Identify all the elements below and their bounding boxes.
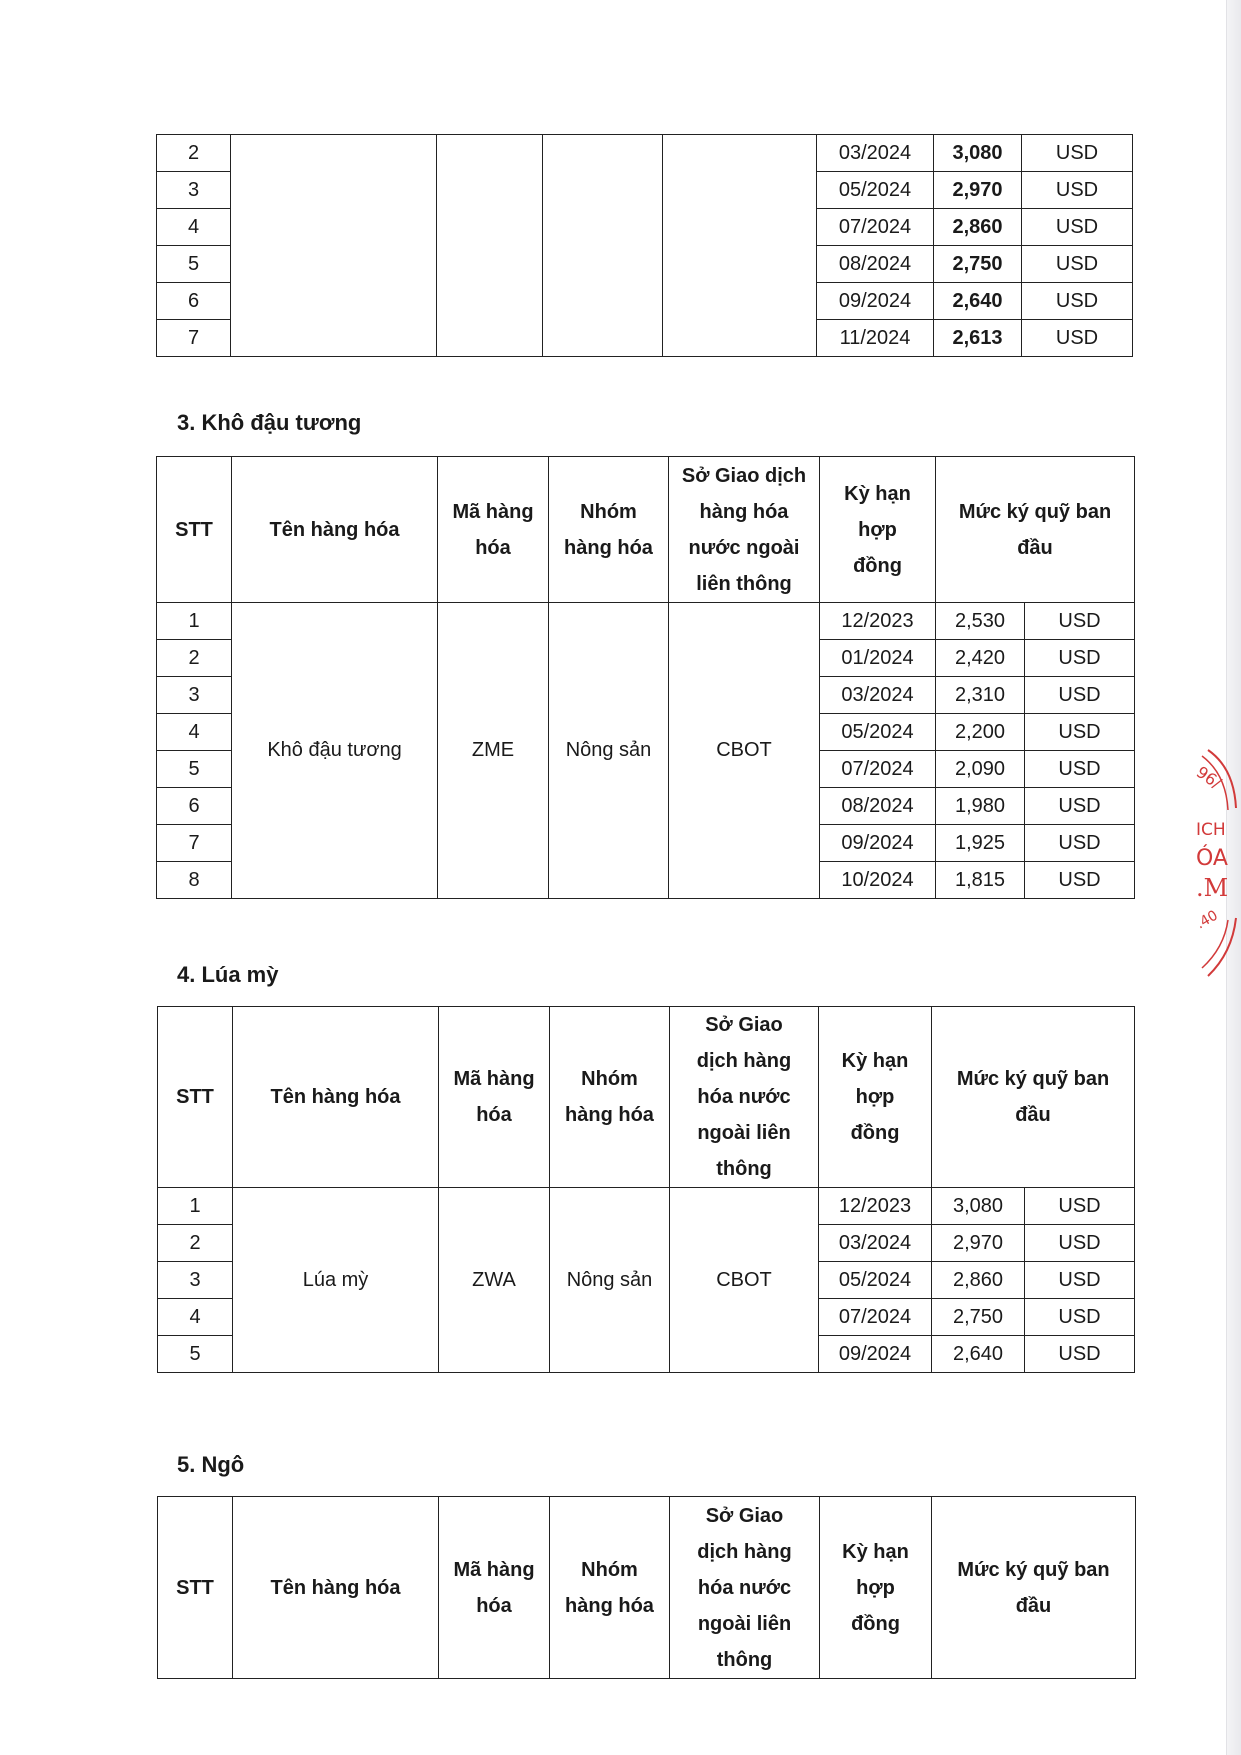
header-stt: STT <box>158 1007 233 1188</box>
stamp-text-4: .M <box>1196 874 1229 902</box>
margin-amount: 2,860 <box>934 209 1022 246</box>
margin-amount: 3,080 <box>934 135 1022 172</box>
margin-currency: USD <box>1022 320 1133 357</box>
table-continued <box>156 134 1133 357</box>
margin-amount: 1,815 <box>936 862 1025 899</box>
table-header-row <box>158 1497 1136 1679</box>
row-number: 3 <box>158 1262 233 1299</box>
margin-amount: 2,970 <box>934 172 1022 209</box>
margin-currency: USD <box>1025 1336 1135 1373</box>
header-name: Tên hàng hóa <box>232 457 438 603</box>
header-exchange: Sở Giao dịch hàng hóa nước ngoài liên thông <box>670 1497 820 1679</box>
margin-currency: USD <box>1025 1299 1135 1336</box>
stamp-text-2: ICH <box>1196 820 1226 840</box>
contract-term: 08/2024 <box>817 246 934 283</box>
margin-amount: 2,750 <box>934 246 1022 283</box>
contract-term: 05/2024 <box>820 714 936 751</box>
margin-amount: 1,980 <box>936 788 1025 825</box>
margin-currency: USD <box>1025 788 1135 825</box>
contract-term: 01/2024 <box>820 640 936 677</box>
margin-currency: USD <box>1022 246 1133 283</box>
exchange-name: CBOT <box>669 603 820 899</box>
header-group: Nhóm hàng hóa <box>550 1497 670 1679</box>
row-number: 3 <box>157 677 232 714</box>
row-number: 4 <box>158 1299 233 1336</box>
row-number: 4 <box>157 209 231 246</box>
contract-term: 09/2024 <box>819 1336 932 1373</box>
margin-amount: 2,970 <box>932 1225 1025 1262</box>
margin-currency: USD <box>1025 677 1135 714</box>
product-group: Nông sản <box>549 603 669 899</box>
exchange-cell <box>663 135 817 357</box>
product-code: ZME <box>438 603 549 899</box>
margin-currency: USD <box>1025 714 1135 751</box>
contract-term: 07/2024 <box>819 1299 932 1336</box>
header-code: Mã hàng hóa <box>438 457 549 603</box>
margin-amount: 2,530 <box>936 603 1025 640</box>
contract-term: 07/2024 <box>817 209 934 246</box>
margin-currency: USD <box>1025 640 1135 677</box>
header-group: Nhóm hàng hóa <box>549 457 669 603</box>
header-group: Nhóm hàng hóa <box>550 1007 670 1188</box>
table-continued-body <box>157 135 1133 357</box>
margin-amount: 2,750 <box>932 1299 1025 1336</box>
row-number: 7 <box>157 825 232 862</box>
margin-amount: 1,925 <box>936 825 1025 862</box>
margin-currency: USD <box>1022 172 1133 209</box>
row-number: 1 <box>157 603 232 640</box>
row-number: 5 <box>158 1336 233 1373</box>
product-group: Nông sản <box>550 1188 670 1373</box>
contract-term: 09/2024 <box>820 825 936 862</box>
margin-amount: 2,200 <box>936 714 1025 751</box>
header-term: Kỳ hạn hợp đồng <box>820 1497 932 1679</box>
margin-currency: USD <box>1025 1225 1135 1262</box>
red-stamp <box>1192 748 1241 978</box>
stamp-text-5: .40 <box>1193 907 1221 933</box>
table-wheat <box>157 1006 1135 1373</box>
margin-amount: 2,640 <box>934 283 1022 320</box>
header-margin: Mức ký quỹ ban đầu <box>932 1497 1136 1679</box>
contract-term: 03/2024 <box>817 135 934 172</box>
margin-amount: 2,640 <box>932 1336 1025 1373</box>
header-exchange: Sở Giao dịch hàng hóa nước ngoài liên thông <box>670 1007 819 1188</box>
table-wheat-body <box>158 1188 1135 1373</box>
header-exchange: Sở Giao dịch hàng hóa nước ngoài liên thông <box>669 457 820 603</box>
product-name: Lúa mỳ <box>233 1188 439 1373</box>
header-stt: STT <box>157 457 232 603</box>
table-soybean-meal <box>156 456 1135 899</box>
exchange-name: CBOT <box>670 1188 819 1373</box>
contract-term: 12/2023 <box>820 603 936 640</box>
margin-currency: USD <box>1025 603 1135 640</box>
row-number: 2 <box>158 1225 233 1262</box>
row-number: 2 <box>157 640 232 677</box>
contract-term: 07/2024 <box>820 751 936 788</box>
contract-term: 09/2024 <box>817 283 934 320</box>
row-number: 7 <box>157 320 231 357</box>
code-cell <box>437 135 543 357</box>
margin-currency: USD <box>1025 862 1135 899</box>
contract-term: 12/2023 <box>819 1188 932 1225</box>
margin-currency: USD <box>1025 825 1135 862</box>
margin-amount: 3,080 <box>932 1188 1025 1225</box>
stamp-text-1: 96/ <box>1192 762 1225 793</box>
table-row <box>157 603 1135 640</box>
margin-currency: USD <box>1025 1262 1135 1299</box>
margin-currency: USD <box>1022 209 1133 246</box>
contract-term: 05/2024 <box>817 172 934 209</box>
header-margin: Mức ký quỹ ban đầu <box>936 457 1135 603</box>
margin-amount: 2,310 <box>936 677 1025 714</box>
header-name: Tên hàng hóa <box>233 1497 439 1679</box>
header-code: Mã hàng hóa <box>439 1007 550 1188</box>
table-header-row <box>157 457 1135 603</box>
contract-term: 11/2024 <box>817 320 934 357</box>
row-number: 2 <box>157 135 231 172</box>
row-number: 1 <box>158 1188 233 1225</box>
product-code: ZWA <box>439 1188 550 1373</box>
row-number: 3 <box>157 172 231 209</box>
contract-term: 03/2024 <box>819 1225 932 1262</box>
header-code: Mã hàng hóa <box>439 1497 550 1679</box>
header-name: Tên hàng hóa <box>233 1007 439 1188</box>
margin-amount: 2,860 <box>932 1262 1025 1299</box>
table-header-row <box>158 1007 1135 1188</box>
margin-amount: 2,613 <box>934 320 1022 357</box>
row-number: 6 <box>157 788 232 825</box>
group-cell <box>543 135 663 357</box>
contract-term: 05/2024 <box>819 1262 932 1299</box>
table-soybean-meal-body <box>157 603 1135 899</box>
row-number: 8 <box>157 862 232 899</box>
margin-currency: USD <box>1025 751 1135 788</box>
table-corn <box>157 1496 1136 1679</box>
table-row <box>157 135 1133 172</box>
contract-term: 10/2024 <box>820 862 936 899</box>
margin-amount: 2,090 <box>936 751 1025 788</box>
margin-currency: USD <box>1022 283 1133 320</box>
header-stt: STT <box>158 1497 233 1679</box>
contract-term: 08/2024 <box>820 788 936 825</box>
header-margin: Mức ký quỹ ban đầu <box>932 1007 1135 1188</box>
margin-currency: USD <box>1025 1188 1135 1225</box>
header-term: Kỳ hạn hợp đồng <box>819 1007 932 1188</box>
header-term: Kỳ hạn hợp đồng <box>820 457 936 603</box>
margin-amount: 2,420 <box>936 640 1025 677</box>
contract-term: 03/2024 <box>820 677 936 714</box>
row-number: 5 <box>157 246 231 283</box>
section-3-heading: 3. Khô đậu tương <box>177 410 362 435</box>
stamp-text-3: ÓA <box>1196 846 1228 871</box>
table-row <box>158 1188 1135 1225</box>
product-name: Khô đậu tương <box>232 603 438 899</box>
row-number: 6 <box>157 283 231 320</box>
section-4-heading: 4. Lúa mỳ <box>177 962 279 987</box>
margin-currency: USD <box>1022 135 1133 172</box>
section-5-heading: 5. Ngô <box>177 1452 245 1477</box>
name-cell <box>231 135 437 357</box>
row-number: 5 <box>157 751 232 788</box>
row-number: 4 <box>157 714 232 751</box>
